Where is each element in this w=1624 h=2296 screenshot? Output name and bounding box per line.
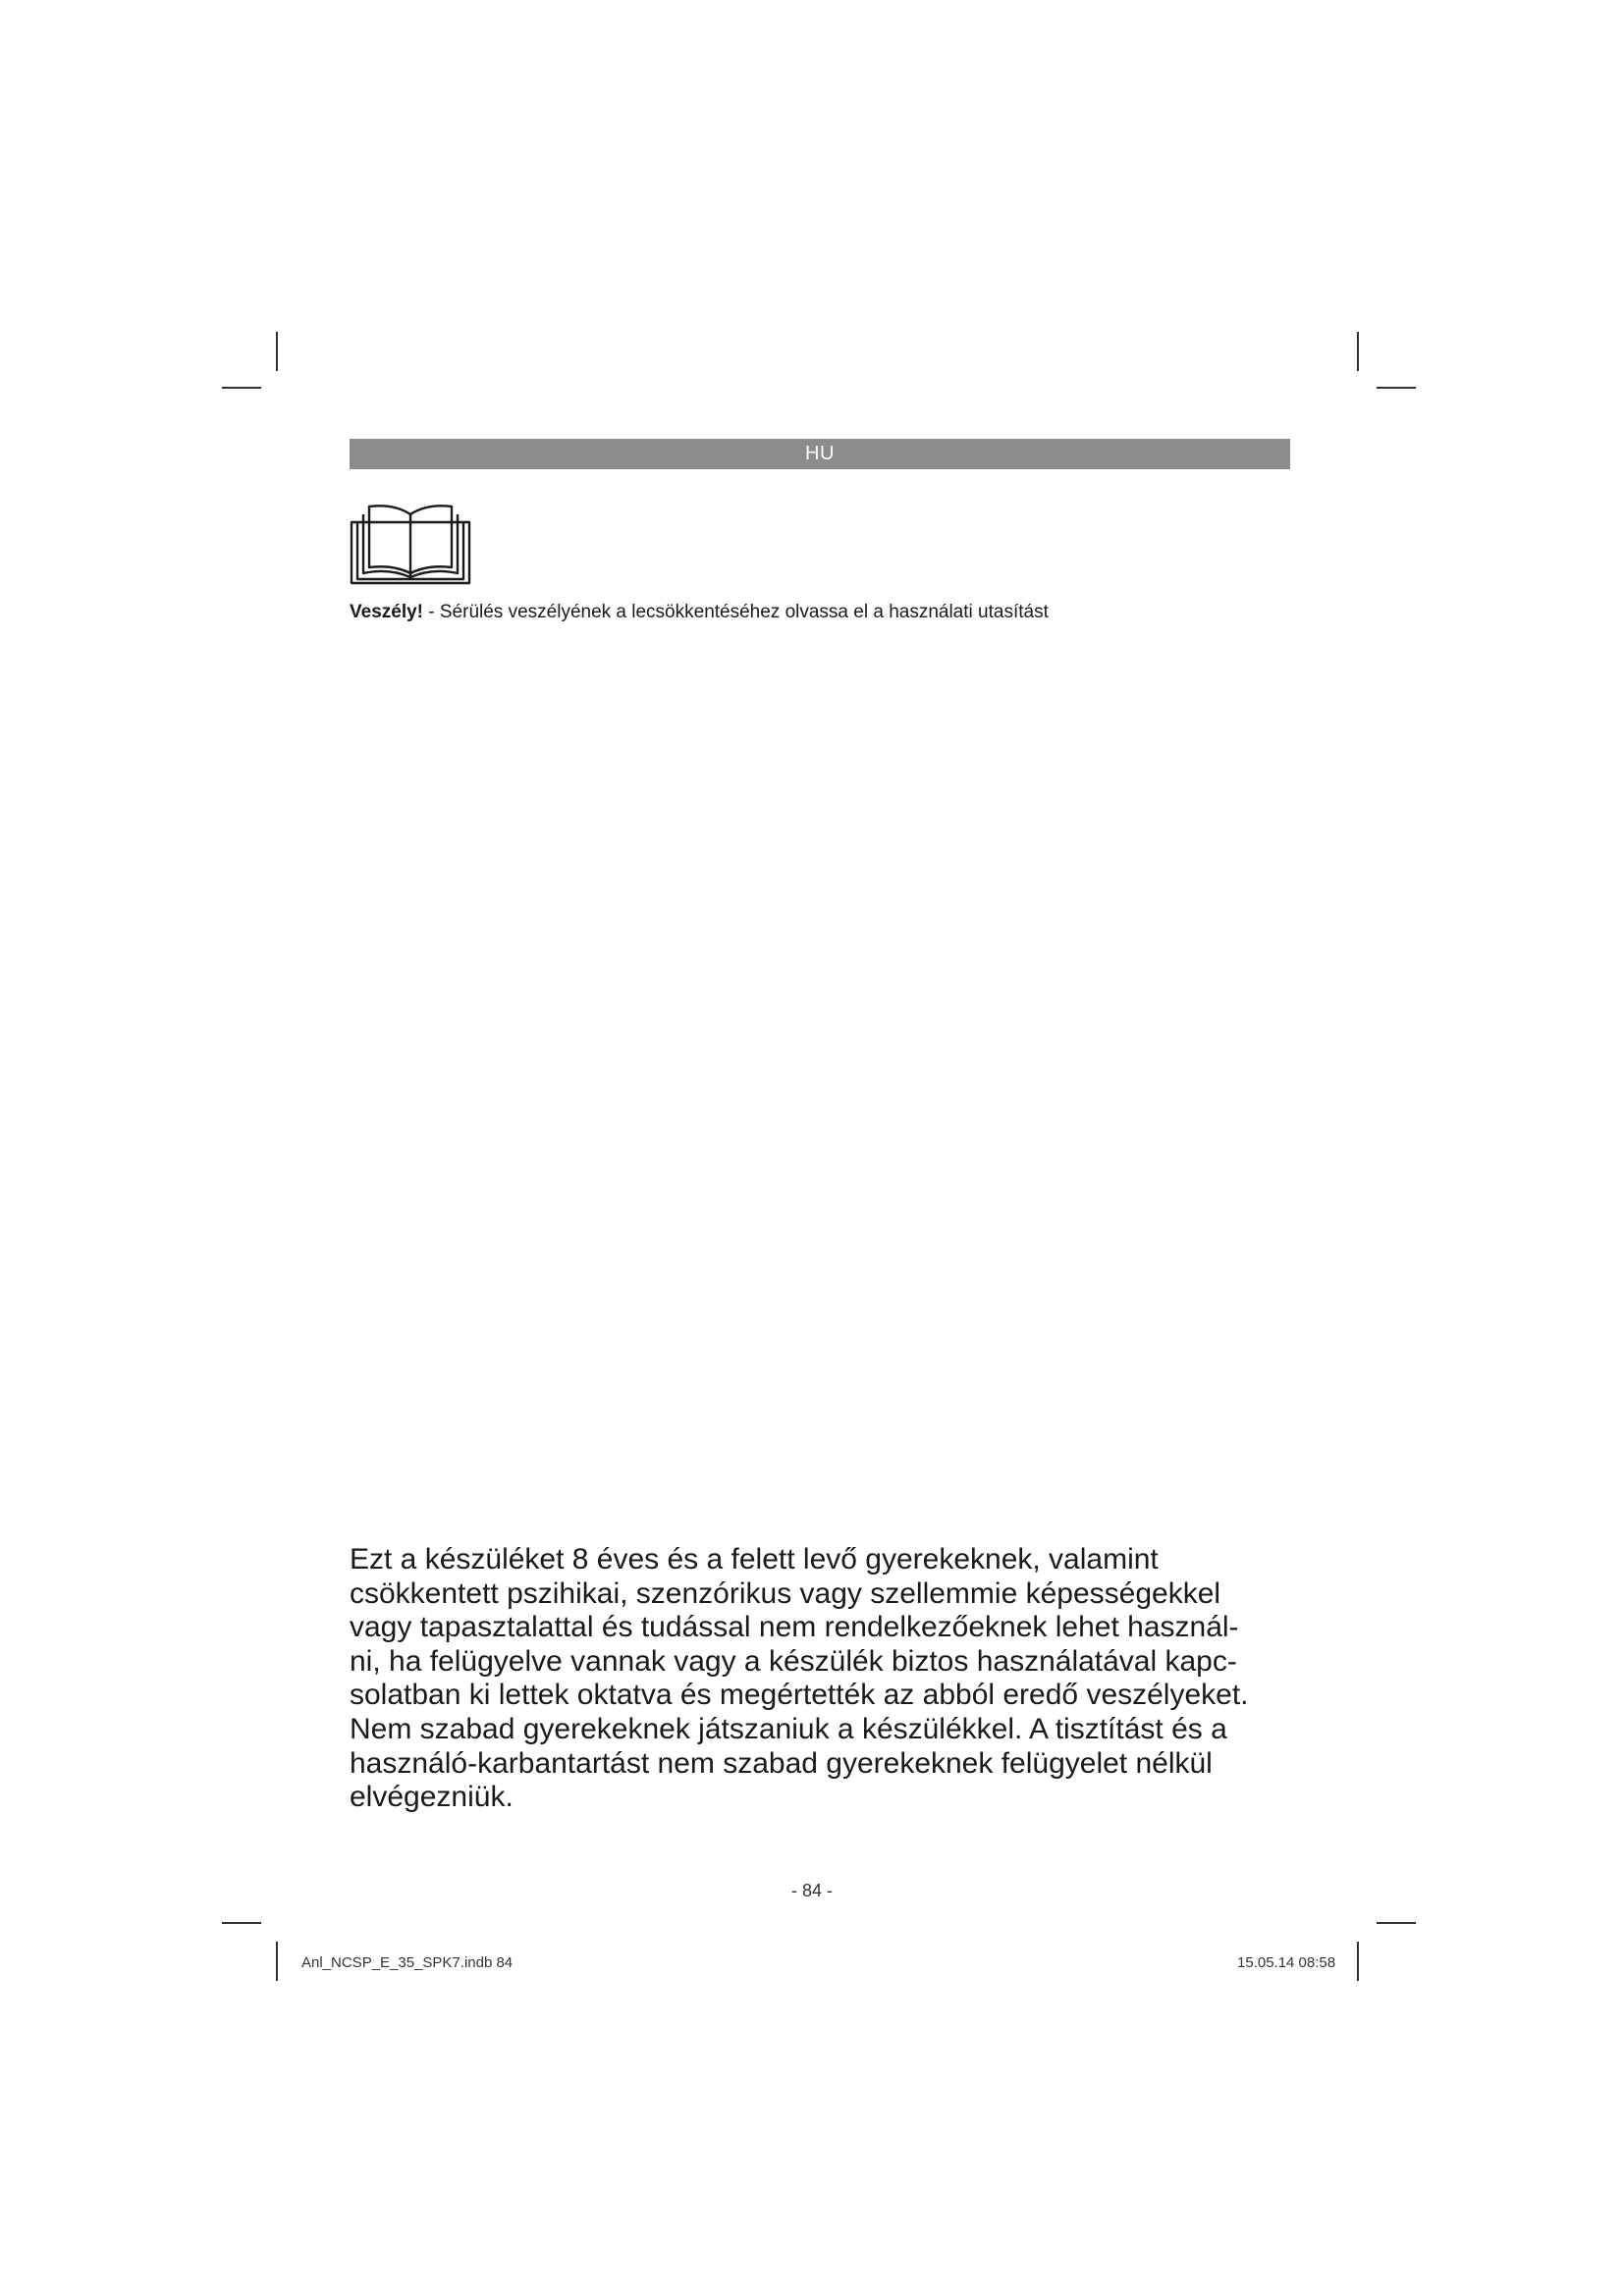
- paragraph-line: Nem szabad gyerekeknek játszaniuk a készülékkel. A tisztítást és a: [350, 1712, 1227, 1745]
- paragraph-line: ni, ha felügyelve vannak vagy a készülék biztos használatával kapc-: [350, 1644, 1237, 1678]
- crop-mark-bottom-left-vertical: [276, 1942, 278, 1981]
- paragraph-line: solatban ki lettek oktatva és megértették az abból eredő veszélyeket.: [350, 1679, 1249, 1712]
- warning-label: Veszély!: [350, 602, 423, 622]
- crop-mark-top-left-horizontal: [222, 387, 261, 389]
- crop-mark-top-left-vertical: [276, 332, 278, 371]
- warning-notice: [350, 599, 1049, 626]
- crop-mark-top-right-vertical: [1357, 332, 1359, 371]
- safety-paragraph: [350, 1543, 1292, 1815]
- language-code: HU: [805, 443, 835, 464]
- page-number: - 84 -: [790, 1881, 833, 1900]
- paragraph-line: használó-karbantartást nem szabad gyerekeknek felügyelet nélkül: [350, 1746, 1213, 1780]
- paragraph-line: vagy tapasztalattal és tudással nem rendelkezőeknek lehet használ-: [350, 1611, 1239, 1644]
- paragraph-line: Ezt a készüléket 8 éves és a felett levő gyerekeknek, valamint: [350, 1543, 1159, 1575]
- crop-mark-bottom-left-horizontal: [222, 1922, 261, 1924]
- warning-text: - Sérülés veszélyének a lecsökkentéséhez olvassa el a használati utasítást: [423, 602, 1049, 622]
- paragraph-line: elvégezniük.: [350, 1781, 514, 1814]
- crop-mark-bottom-right-vertical: [1357, 1942, 1359, 1981]
- crop-mark-bottom-right-horizontal: [1377, 1922, 1416, 1924]
- language-header-bar: [350, 439, 1290, 469]
- crop-mark-top-right-horizontal: [1377, 387, 1416, 389]
- print-timestamp: 15.05.14 08:58: [1237, 1954, 1336, 1971]
- file-info: Anl_NCSP_E_35_SPK7.indb 84: [301, 1954, 514, 1971]
- paragraph-line: csökkentett pszihikai, szenzórikus vagy szellemmie képességekkel: [350, 1576, 1221, 1610]
- open-book-icon: [350, 501, 471, 585]
